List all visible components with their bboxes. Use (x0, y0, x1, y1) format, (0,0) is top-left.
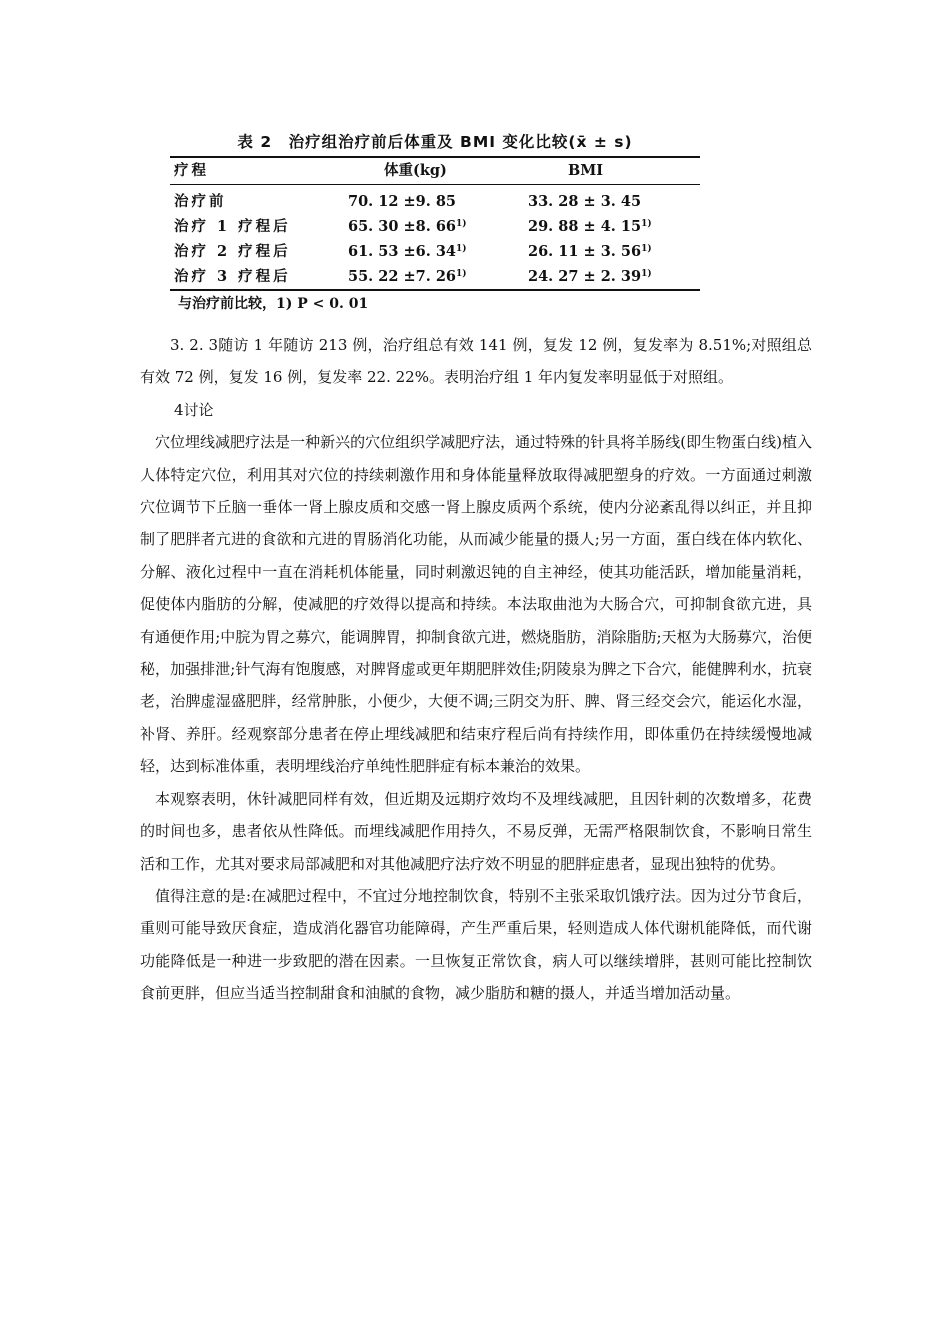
paragraph-followup: 3. 2. 3随访 1 年随访 213 例，治疗组总有效 141 例，复发 12 例，复发率为 8.51%;对照组总有效 72 例，复发 16 例，复发率 22. 22%。表明治疗组 1 年内复发率明显低于对照组。 (140, 336, 812, 387)
body-text (140, 329, 812, 1010)
paragraph-mechanism: 穴位埋线减肥疗法是一种新兴的穴位组织学减肥疗法，通过特殊的针具将羊肠线(即生物蛋白线)植入人体特定穴位，利用其对穴位的持续刺激作用和身体能量释放取得减肥塑身的疗效。一方面通过刺激穴位调节下丘脑一垂体一肾上腺皮质和交感一肾上腺皮质两个系统，使内分泌紊乱得以纠正，并且抑制了肥胖者亢进的食欲和亢进的胃肠消化功能，从而减少能量的摄人;另一方面，蛋白线在体内软化、分解、液化过程中一直在消耗机体能量，同时刺激迟钝的自主神经，使其功能活跃，增加能量消耗，促使体内脂肪的分解，使减肥的疗效得以提高和持续。本法取曲池为大肠合穴，可抑制食欲亢进，具有通便作用;中脘为胃之募穴，能调脾胃，抑制食欲亢进，燃烧脂肪，消除脂肪;天枢为大肠募穴，治便秘，加强排泄;针气海有饱腹感，对脾肾虚或更年期肥胖效佳;阴陵泉为脾之下合穴，能健脾利水，抗衰老，治脾虚湿盛肥胖，经常肿胀，小便少，大便不调;三阴交为肝、脾、肾三经交会穴，能运化水湿，补肾、养肝。经观察部分患者在停止埋线减肥和结束疗程后尚有持续作用，即体重仍在持续缓慢地减轻，达到标准体重，表明埋线治疗单纯性肥胖症有标本兼治的效果。 (140, 433, 812, 776)
cell-bmi: 24. 27 ± 2. 39$^{1)}$ (528, 268, 652, 285)
cell-course: 治疗 2 疗程后 (174, 243, 291, 260)
data-table (170, 128, 700, 317)
cell-course: 治疗 1 疗程后 (174, 218, 291, 235)
table-title: 表 2 治疗组治疗前后体重及 BMI 变化比较(x̄ ± s) (237, 133, 633, 151)
cell-weight: 55. 22 ±7. 26$^{1)}$ (348, 268, 467, 285)
table-header-row (170, 158, 700, 184)
paragraph-diet-note: 值得注意的是:在减肥过程中，不宜过分地控制饮食，特别不主张采取饥饿疗法。因为过分节食后，重则可能导致厌食症，造成消化器官功能障碍，产生严重后果，轻则造成人体代谢机能降低，而代谢功能降低是一种进一步致肥的潜在因素。一旦恢复正常饮食，病人可以继续增胖，甚则可能比控制饮食前更胖，但应当适当控制甜食和油腻的食物，减少脂肪和糖的摄人，并适当增加活动量。 (140, 886, 812, 1003)
cell-course: 治疗前 (174, 193, 227, 210)
cell-course: 治疗 3 疗程后 (174, 268, 291, 285)
section-heading-discussion: 4讨论 (174, 400, 214, 419)
cell-weight: 61. 53 ±6. 34$^{1)}$ (348, 243, 467, 260)
cell-bmi: 29. 88 ± 4. 15$^{1)}$ (528, 218, 652, 235)
cell-weight: 65. 30 ±8. 66$^{1)}$ (348, 218, 467, 235)
cell-bmi: 26. 11 ± 3. 56$^{1)}$ (528, 243, 652, 260)
header-course: 疗程 (174, 162, 209, 179)
header-bmi: BMI (568, 162, 604, 179)
table-row (170, 239, 700, 264)
table-footnote: 与治疗前比较，1) P < 0. 01 (178, 296, 369, 312)
cell-weight: 70. 12 ±9. 85 (348, 193, 457, 210)
table-row (170, 189, 700, 214)
paragraph-comparison: 本观察表明，休针减肥同样有效，但近期及远期疗效均不及埋线减肥，且因针刺的次数增多，花费的时间也多，患者依从性降低。而埋线减肥作用持久，不易反弹，无需严格限制饮食，不影响日常生活和工作，尤其对要求局部减肥和对其他减肥疗法疗效不明显的肥胖症患者，显现出独特的优势。 (140, 789, 812, 873)
table-row (170, 264, 700, 289)
cell-bmi: 33. 28 ± 3. 45 (528, 193, 642, 210)
header-weight: 体重(kg) (384, 162, 447, 179)
table-row (170, 214, 700, 239)
